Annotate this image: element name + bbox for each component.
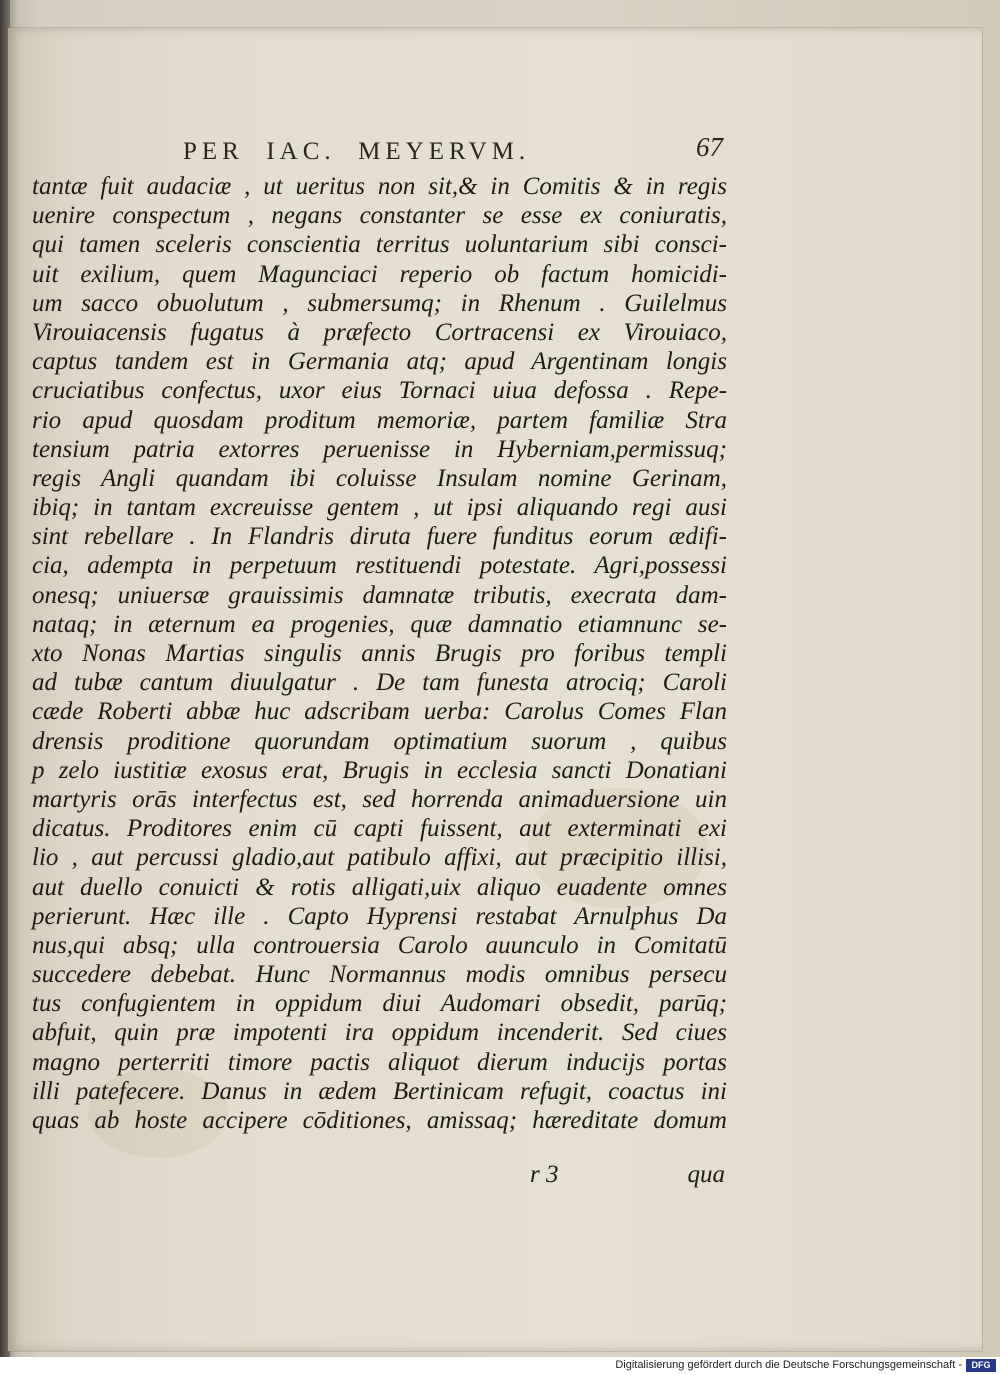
text-line: captus tandem est in Germania atq; apud Argentinam longis xyxy=(32,348,727,376)
running-title: PER IAC. MEYERVM. xyxy=(183,138,531,165)
page-footer xyxy=(530,1161,725,1193)
catchword: qua xyxy=(687,1161,725,1188)
text-line: nus,qui absq; ulla controuersia Carolo auunculo in Comitatū xyxy=(32,931,727,959)
text-line: um sacco obuolutum , submersumq; in Rhenum . Guilelmus xyxy=(32,289,727,317)
credit-bar xyxy=(0,1357,1000,1375)
page-number: 67 xyxy=(696,132,723,162)
text-line: tensium patria extorres peruenisse in Hyberniam,permissuq; xyxy=(32,435,727,463)
text-line: drensis proditione quorundam optimatium suorum , quibus xyxy=(32,727,727,755)
text-line: qui tamen sceleris conscientia territus uoluntarium sibi consci- xyxy=(32,231,727,259)
text-line: cruciatibus confectus, uxor eius Tornaci uiua defossa . Repe- xyxy=(32,377,727,405)
text-line: regis Angli quandam ibi coluisse Insulam nomine Gerinam, xyxy=(32,464,727,492)
text-line: sint rebellare . In Flandris diruta fuere funditus eorum ædifi- xyxy=(32,523,727,551)
text-line: xto Nonas Martias singulis annis Brugis pro foribus templi xyxy=(32,640,727,667)
text-line: martyris orās interfectus est, sed horrenda animaduersione uin xyxy=(32,785,727,813)
text-line: magno perterriti timore pactis aliquot dierum inducijs portas xyxy=(32,1048,727,1076)
running-head xyxy=(183,130,723,170)
text-line: rio apud quosdam proditum memoriæ, partem familiæ Stra xyxy=(32,406,727,434)
text-line: tantæ fuit audaciæ , ut ueritus non sit,& in Comitis & in regis xyxy=(32,173,727,200)
signature-mark: r 3 xyxy=(530,1161,559,1188)
text-line: ibiq; in tantam excreuisse gentem , ut ipsi aliquando regi ausi xyxy=(32,494,727,522)
text-line: abfuit, quin præ impotenti ira oppidum incenderit. Sed ciues xyxy=(32,1019,727,1047)
text-line: dicatus. Proditores enim cū capti fuissent, aut exterminati exi xyxy=(32,815,727,843)
text-line: aut duello conuicti & rotis alligati,uix aliquo euadente omnes xyxy=(32,873,727,901)
text-line: perierunt. Hæc ille . Capto Hyprensi restabat Arnulphus Da xyxy=(32,902,727,930)
text-line: onesq; uniuersæ grauissimis damnatæ tributis, execrata dam- xyxy=(32,581,727,609)
body-text xyxy=(32,172,727,1135)
text-line: uit exilium, quem Maguncіaci reperio ob factum homicidi- xyxy=(32,260,727,288)
text-line: lio , aut percussi gladio,aut patibulo affixi, aut præcipitio illisi, xyxy=(32,844,727,872)
text-line: p zelo iustitiæ exosus erat, Brugis in ecclesia sancti Donatiani xyxy=(32,756,727,784)
text-line: nataq; in æternum ea progenies, quæ damnatio etiamnunc se- xyxy=(32,610,727,638)
dfg-logo: DFG xyxy=(966,1359,996,1372)
text-line: quas ab hoste accipere cōditiones, amissaq; hæreditate domum xyxy=(32,1107,727,1134)
funding-credit: Digitalisierung gefördert durch die Deutsche Forschungsgemeinschaft - xyxy=(615,1359,962,1371)
text-line: uenire conspectum , negans constanter se esse ex coniuratis, xyxy=(32,202,727,230)
text-line: illi patefecere. Danus in ædem Bertinicam refugit, coactus ini xyxy=(32,1077,727,1105)
text-line: cia, adempta in perpetuum restituendi potestate. Agri,possessi xyxy=(32,552,727,580)
text-line: tus confugientem in oppidum diui Audomari obsedit, parūq; xyxy=(32,990,727,1018)
text-line: ad tubæ cantum diuulgatur . De tam funesta atrociq; Caroli xyxy=(32,669,727,697)
text-line: cæde Roberti abbæ huc adscribam uerba: Carolus Comes Flan xyxy=(32,698,727,726)
text-line: succedere debebat. Hunc Normannus modis omnibus persecu xyxy=(32,961,727,989)
text-line: Virouiacensis fugatus à præfecto Cortracensi ex Virouiaco, xyxy=(32,318,727,346)
